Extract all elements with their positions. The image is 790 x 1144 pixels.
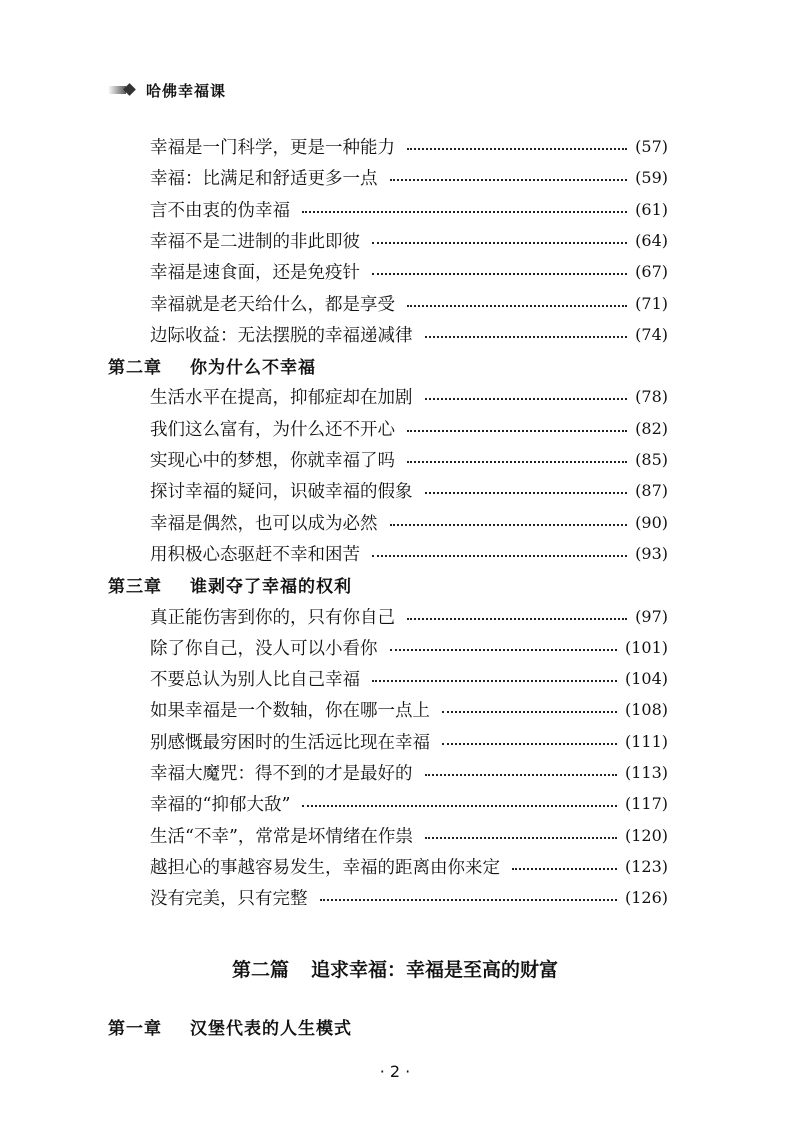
toc-entry-page: (71) [635, 293, 668, 313]
toc-entry-page: (57) [635, 136, 668, 156]
toc-entry-page: (104) [624, 668, 668, 688]
dot-leader [372, 680, 617, 682]
toc-entry-title: 幸福是速食面，还是免疫针 [150, 262, 360, 283]
toc-entry [150, 131, 668, 161]
toc-entry-page: (78) [635, 386, 668, 406]
toc-entry-page: (67) [635, 261, 668, 281]
toc-entry-page: (101) [624, 637, 668, 657]
page-number: · 2 · [379, 1062, 411, 1081]
toc-entry-title: 没有完美，只有完整 [150, 888, 308, 909]
toc-entry [150, 475, 668, 505]
dot-leader [407, 618, 627, 620]
toc-entry [150, 194, 668, 224]
toc-entry-title: 幸福大魔咒：得不到的才是最好的 [150, 763, 413, 784]
toc-entry-page: (123) [624, 856, 668, 876]
toc-entry-page: (120) [624, 825, 668, 845]
toc-entry-page: (87) [635, 480, 668, 500]
dot-leader [425, 774, 617, 776]
dot-leader [512, 868, 617, 870]
dot-leader [390, 649, 617, 651]
toc-entry-title: 实现心中的梦想，你就幸福了吗 [150, 450, 395, 471]
dot-leader [302, 211, 627, 213]
toc-entry [150, 851, 668, 881]
toc-entry-title: 用积极心态驱赶不幸和困苦 [150, 544, 360, 565]
toc-entry-title: 幸福的“抑郁大敌” [150, 794, 291, 815]
toc-entry-title: 我们这么富有，为什么还不开心 [150, 419, 395, 440]
toc-entry [150, 225, 668, 255]
dot-leader [442, 743, 617, 745]
toc-entry-page: (93) [635, 543, 668, 563]
toc-entry-page: (59) [635, 167, 668, 187]
toc-entry-title: 言不由衷的伪幸福 [150, 200, 290, 221]
dot-leader [320, 899, 617, 901]
chapter-title: 你为什么不幸福 [190, 357, 316, 378]
toc-entry-page: (108) [624, 699, 668, 719]
book-title: 哈佛幸福课 [146, 81, 227, 100]
dot-leader [390, 524, 628, 526]
dot-leader [372, 555, 627, 557]
toc-entry [150, 757, 668, 787]
toc-entry-title: 幸福是一门科学，更是一种能力 [150, 137, 395, 158]
toc-entry-page: (61) [635, 199, 668, 219]
toc-entry-page: (90) [635, 512, 668, 532]
toc-entry [150, 538, 668, 568]
toc-entry [150, 820, 668, 850]
toc-entry-title: 生活水平在提高，抑郁症却在加剧 [150, 387, 413, 408]
chapter-heading [108, 1011, 352, 1041]
toc-entry-title: 别感慨最穷困时的生活远比现在幸福 [150, 732, 430, 753]
chapter-number: 第三章 [108, 576, 162, 597]
dot-leader [407, 461, 627, 463]
chapter-heading [108, 569, 352, 599]
toc-entry [150, 632, 668, 662]
toc-entry-page: (74) [635, 324, 668, 344]
toc-entry-page: (113) [624, 762, 668, 782]
dot-leader [425, 837, 617, 839]
toc-entry [150, 288, 668, 318]
toc-entry [150, 444, 668, 474]
dot-leader [407, 148, 627, 150]
running-header [108, 78, 226, 102]
toc-entry [150, 413, 668, 443]
toc-entry-page: (111) [624, 731, 668, 751]
chapter-number: 第二章 [108, 357, 162, 378]
toc-entry-page: (117) [624, 793, 668, 813]
toc-entry-title: 幸福是偶然，也可以成为必然 [150, 513, 378, 534]
dot-leader [372, 273, 627, 275]
toc-entry [150, 381, 668, 411]
toc-entry-title: 越担心的事越容易发生，幸福的距离由你来定 [150, 857, 500, 878]
part-number: 第二篇 [231, 958, 289, 981]
dot-leader [425, 398, 628, 400]
toc-entry-page: (64) [635, 230, 668, 250]
chapter-heading [108, 350, 316, 380]
dot-leader [407, 305, 627, 307]
toc-entry [150, 694, 668, 724]
toc-entry-title: 幸福：比满足和舒适更多一点 [150, 168, 378, 189]
toc-entry-page: (82) [635, 418, 668, 438]
toc-entry [150, 788, 668, 818]
header-ornament-icon [108, 84, 138, 96]
chapter-number: 第一章 [108, 1018, 162, 1039]
dot-leader [407, 430, 627, 432]
toc-entry [150, 319, 668, 349]
toc-entry-page: (85) [635, 449, 668, 469]
toc-entry-title: 边际收益：无法摆脱的幸福递减律 [150, 325, 413, 346]
dot-leader [425, 336, 628, 338]
toc-entry [150, 256, 668, 286]
toc-entry-title: 幸福不是二进制的非此即彼 [150, 231, 360, 252]
toc-entry-title: 真正能伤害到你的，只有你自己 [150, 607, 395, 628]
toc-entry-page: (126) [624, 887, 668, 907]
dot-leader [442, 711, 617, 713]
part-heading [0, 952, 790, 984]
dot-leader [302, 805, 617, 807]
toc-entry-title: 不要总认为别人比自己幸福 [150, 669, 360, 690]
toc-entry [150, 601, 668, 631]
dot-leader [390, 179, 628, 181]
toc-entry-title: 生活“不幸”，常常是坏情绪在作祟 [150, 826, 413, 847]
toc-entry-title: 如果幸福是一个数轴，你在哪一点上 [150, 700, 430, 721]
toc-entry [150, 726, 668, 756]
toc-entry-title: 探讨幸福的疑问，识破幸福的假象 [150, 481, 413, 502]
dot-leader [425, 492, 628, 494]
toc-entry-title: 幸福就是老天给什么，都是享受 [150, 294, 395, 315]
dot-leader [372, 242, 627, 244]
toc-entry-page: (97) [635, 606, 668, 626]
toc-entry [150, 663, 668, 693]
chapter-title: 谁剥夺了幸福的权利 [190, 576, 352, 597]
chapter-title: 汉堡代表的人生模式 [190, 1018, 352, 1039]
part-title: 追求幸福：幸福是至高的财富 [311, 958, 559, 981]
toc-entry-title: 除了你自己，没人可以小看你 [150, 638, 378, 659]
toc-entry [150, 507, 668, 537]
toc-entry [150, 162, 668, 192]
toc-entry [150, 882, 668, 912]
